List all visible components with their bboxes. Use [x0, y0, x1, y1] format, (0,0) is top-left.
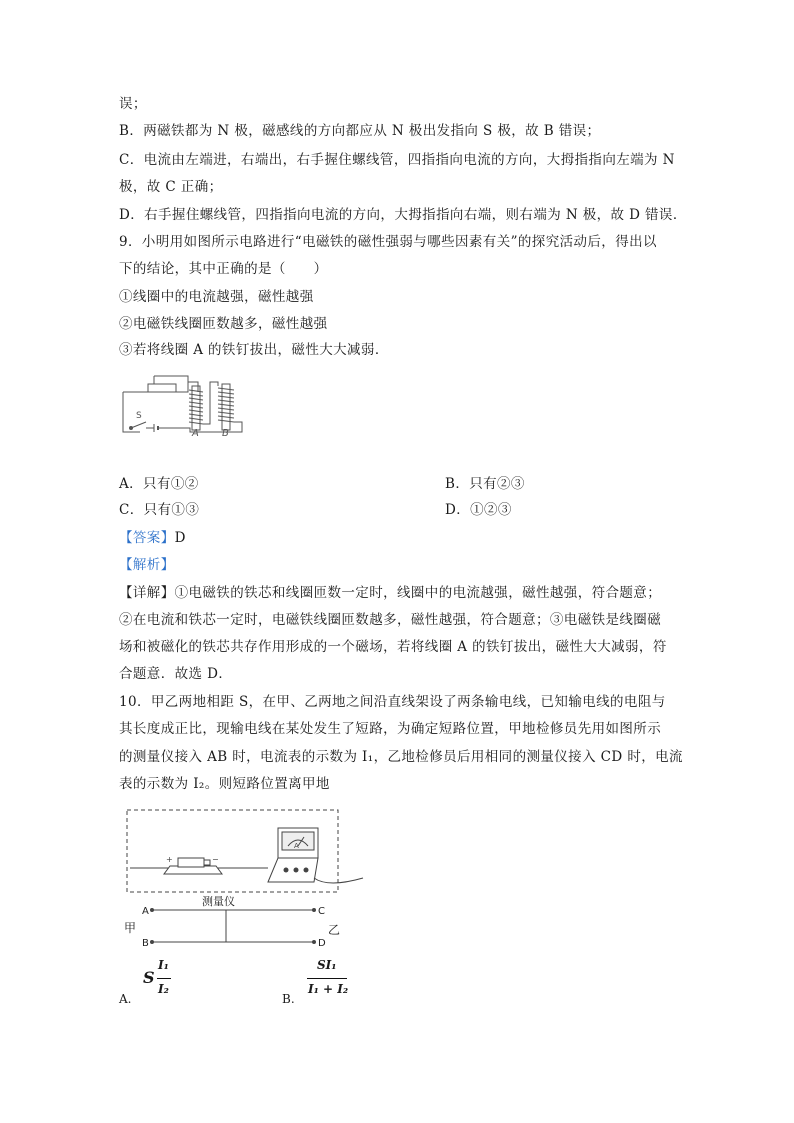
detail-line: 合题意．故选 D． [119, 666, 233, 682]
svg-text:+: + [166, 855, 173, 864]
question-10-stem: 其长度成正比，现输电线在某处发生了短路，为确定短路位置，甲地检修员先用如图所示 [119, 721, 662, 737]
text-line: B．两磁铁都为 N 极，磁感线的方向都应从 N 极出发指向 S 极，故 B 错误； [119, 123, 601, 139]
question-10-stem: 10．甲乙两地相距 S，在甲、乙两地之间沿直线架设了两条输电线，已知输电线的电阻与 [119, 694, 666, 710]
q10-option-a-s: S [143, 968, 155, 987]
point-a-label: A [142, 906, 149, 917]
point-d-label: D [318, 938, 326, 949]
q10-option-b-fraction-bar [307, 978, 347, 979]
question-9-stem: 9．小明用如图所示电路进行“电磁铁的磁性强弱与哪些因素有关”的探究活动后，得出以 [119, 234, 657, 250]
figure-10-diagram [118, 806, 368, 952]
location-jia-label: 甲 [124, 921, 137, 935]
detail-line: 场和被磁化的铁芯共存作用形成的一个磁场，若将线圈 A 的铁钉拔出，磁性大大减弱，符 [119, 639, 667, 655]
location-yi-label: 乙 [328, 923, 341, 937]
coil-b-label: B [222, 428, 229, 436]
q10-option-a-denominator: I₂ [158, 982, 169, 996]
figure-9-circuit [118, 372, 248, 436]
detail-line: ②在电流和铁芯一定时，电磁铁线圈匝数越多，磁性越强，符合题意；③电磁铁是线圈磁 [119, 612, 662, 628]
meter-label: 测量仪 [202, 895, 235, 908]
text-line: 误； [119, 96, 147, 112]
q10-option-b-numerator: SI₁ [317, 958, 337, 972]
option-a: A．只有①② [119, 476, 199, 492]
q10-option-b-denominator: I₁ + I₂ [308, 982, 349, 996]
analysis-tag: 【解析】 [119, 557, 175, 573]
text-line: 极，故 C 正确； [119, 179, 223, 195]
option-b: B．只有②③ [445, 476, 525, 492]
q10-option-a-fraction-bar [157, 978, 171, 979]
question-10-stem: 的测量仪接入 AB 时，电流表的示数为 I₁，乙地检修员后用相同的测量仪接入 CD 时，电流 [119, 749, 683, 765]
q10-option-a-label: A. [119, 992, 132, 1006]
text-line: C．电流由左端进，右端出，右手握住螺线管，四指指向电流的方向，大拇指指向左端为 N [119, 152, 675, 168]
switch-label: S [136, 411, 142, 421]
detail-tag: 【详解】 [119, 585, 175, 601]
question-9-stem: 下的结论，其中正确的是（ ） [119, 261, 328, 277]
statement-3: ③若将线圈 A 的铁钉拔出，磁性大大减弱． [119, 342, 389, 358]
answer-tag: 【答案】 [119, 530, 175, 546]
statement-1: ①线圈中的电流越强，磁性越强 [119, 289, 314, 305]
svg-text:−: − [212, 855, 219, 864]
question-10-stem: 表的示数为 I₂。则短路位置离甲地 [119, 776, 330, 792]
statement-2: ②电磁铁线圈匝数越多，磁性越强 [119, 316, 328, 332]
answer-line [119, 528, 186, 548]
coil-a-label: A [192, 428, 199, 436]
detail-text: ①电磁铁的铁芯和线圈匝数一定时，线圈中的电流越强，磁性越强，符合题意； [174, 585, 662, 601]
q10-option-a-numerator: I₁ [158, 958, 169, 972]
detail-line [119, 583, 661, 603]
point-c-label: C [318, 906, 325, 917]
answer-value: D [174, 530, 186, 546]
option-d: D．①②③ [445, 502, 512, 518]
option-c: C．只有①③ [119, 502, 200, 518]
q10-option-b-label: B. [282, 992, 295, 1006]
ammeter-mark: A [294, 842, 299, 850]
text-line: D．右手握住螺线管，四指指向电流的方向，大拇指指向右端，则右端为 N 极，故 D 错误． [119, 207, 687, 223]
point-b-label: B [142, 938, 149, 949]
